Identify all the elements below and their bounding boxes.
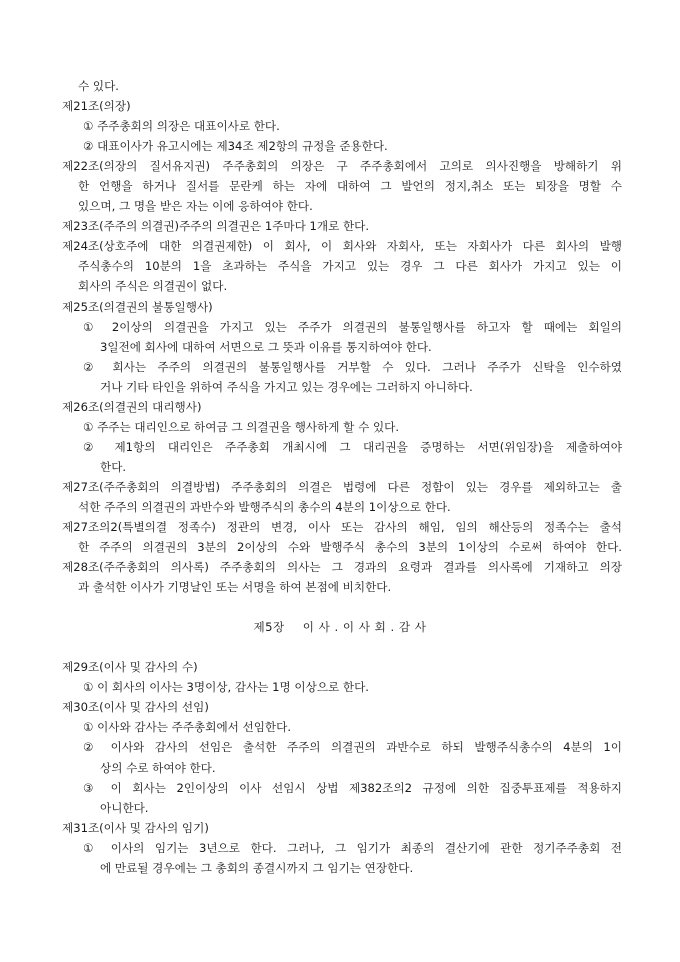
text-line: 있으며, 그 명을 받은 자는 이에 응하여야 한다. xyxy=(78,199,313,214)
text-line: 과 출석한 이사가 기명날인 또는 서명을 하여 본점에 비치한다. xyxy=(78,580,392,595)
document-body xyxy=(0,76,680,878)
clause-line: ② 제1항의 대리인은 주주총회 개최시에 그 대리권을 증명하는 서면(위임장)을 제출하여야 xyxy=(83,439,622,454)
article-heading-28: 제28조(주주총회의 의사록) 주주총회의 의사는 그 경과의 요령과 결과를 의사록에 기재하고 의장 xyxy=(62,560,622,575)
text-line: 수 있다. xyxy=(78,79,119,93)
article-heading-26: 제26조(의결권의 대리행사) xyxy=(62,399,202,414)
clause-line: ③ 이 회사는 2인이상의 이사 선임시 상법 제382조의2 규정에 의한 집중투표제를 적용하지 xyxy=(83,780,622,795)
chapter-heading xyxy=(0,617,680,637)
clause-continuation: 한다. xyxy=(100,459,127,474)
clause-line: ② 회사는 주주의 의결권의 불통일행사를 거부할 수 있다. 그러나 주주가 신탁을 인수하였 xyxy=(83,359,622,374)
article-heading-29: 제29조(이사 및 감사의 수) xyxy=(62,660,198,675)
clause-line: ② 대표이사가 유고시에는 제34조 제2항의 규정을 준용한다. xyxy=(83,139,388,154)
clause-continuation: 거나 기타 타인을 위하여 주식을 가지고 있는 경우에는 그러하지 아니하다. xyxy=(100,379,473,394)
clause-line: ① 주주총회의 의장은 대표이사로 한다. xyxy=(83,119,280,134)
clause-line: ① 2이상의 의결권을 가지고 있는 주주가 의결권의 불통일행사를 하고자 할 때에는 회일의 xyxy=(83,319,622,334)
article-heading-24: 제24조(상호주에 대한 의결권제한) 이 회사, 이 회사와 자회사, 또는 자회사가 다른 회사의 발행 xyxy=(62,239,622,254)
text-line: 한 주주의 의결권의 3분의 2이상의 수와 발행주식 총수의 3분의 1이상의 수로써 하여야 한다. xyxy=(78,540,622,555)
article-heading-31: 제31조(이사 및 감사의 임기) xyxy=(62,820,209,835)
article-heading-30: 제30조(이사 및 감사의 선임) xyxy=(62,700,209,715)
chapter-number: 제5장 xyxy=(253,620,285,635)
clause-line: ② 이사와 감사의 선임은 출석한 주주의 의결권의 과반수로 하되 발행주식총수의 4분의 1이 xyxy=(83,740,622,755)
clause-continuation: 상의 수로 하여야 한다. xyxy=(100,760,216,775)
text-line: 석한 주주의 의결권의 과반수와 발행주식의 총수의 4분의 1이상으로 한다. xyxy=(78,499,451,514)
article-heading-27: 제27조(주주총회의 의결방법) 주주총회의 의결은 법령에 다른 정함이 있는 경우를 제외하고는 출 xyxy=(62,479,622,494)
spacer xyxy=(0,637,680,657)
text-line: 회사의 주식은 의결권이 없다. xyxy=(78,279,228,294)
clause-line: ① 이 회사의 이사는 3명이상, 감사는 1명 이상으로 한다. xyxy=(83,680,369,695)
clause-continuation: 3일전에 회사에 대하여 서면으로 그 뜻과 이유를 통지하여야 한다. xyxy=(100,339,432,354)
clause-continuation: 아니한다. xyxy=(100,800,149,815)
clause-line: ① 이사의 임기는 3년으로 한다. 그러나, 그 임기가 최종의 결산기에 관한 정기주주총회 전 xyxy=(83,840,622,855)
article-heading-21: 제21조(의장) xyxy=(62,99,131,114)
article-heading-22: 제22조(의장의 질서유지권) 주주총회의 의장은 구 주주총회에서 고의로 의사진행을 방해하기 위 xyxy=(62,159,622,174)
spacer xyxy=(0,597,680,617)
clause-line: ① 이사와 감사는 주주총회에서 선임한다. xyxy=(83,720,292,735)
article-heading-27-2: 제27조의2(특별의결 정족수) 정관의 변경, 이사 또는 감사의 해임, 임의 해산등의 정족수는 출석 xyxy=(62,520,622,535)
text-line: 주식총수의 10분의 1을 초과하는 주식을 가지고 있는 경우 그 다른 회사가 가지고 있는 이 xyxy=(78,259,622,274)
article-heading-23: 제23조(주주의 의결권)주주의 의결권은 1주마다 1개로 한다. xyxy=(62,219,370,234)
chapter-title: 이 사 . 이 사 회 . 감 사 xyxy=(302,620,427,635)
text-line: 한 언행을 하거나 질서를 문란케 하는 자에 대하여 그 발언의 정지,취소 또는 퇴장을 명할 수 xyxy=(78,179,622,194)
clause-continuation: 에 만료될 경우에는 그 총회의 종결시까지 그 임기는 연장한다. xyxy=(100,860,414,875)
article-heading-25: 제25조(의결권의 불통일행사) xyxy=(62,299,213,314)
clause-line: ① 주주는 대리인으로 하여금 그 의결권을 행사하게 할 수 있다. xyxy=(83,419,400,434)
